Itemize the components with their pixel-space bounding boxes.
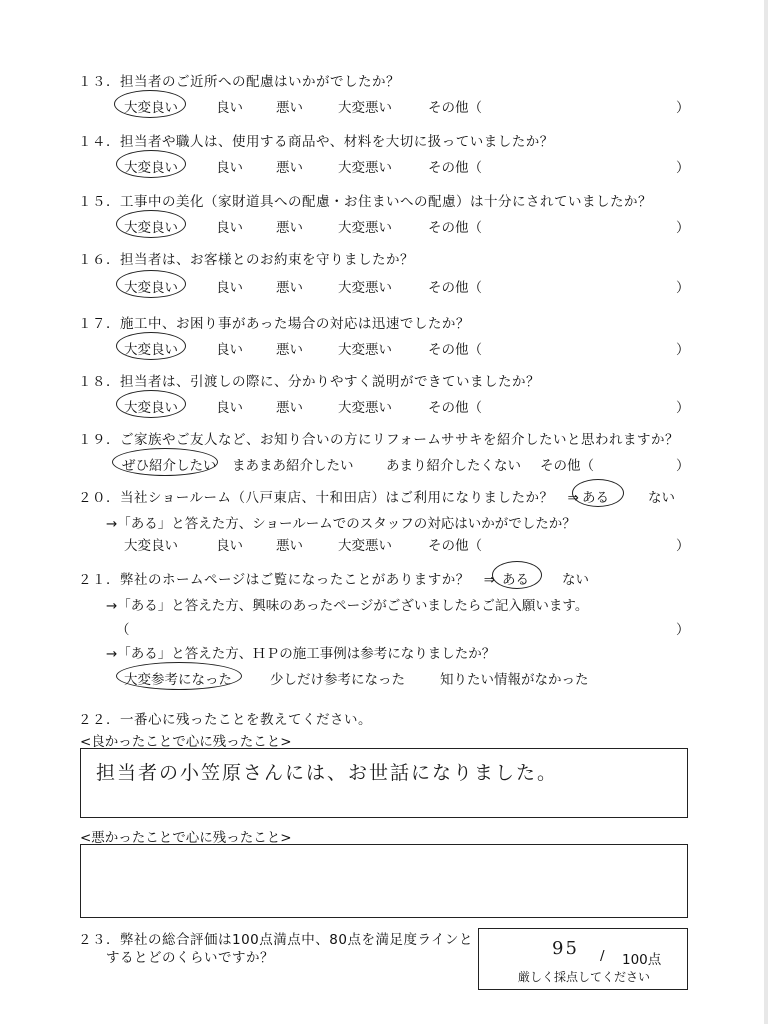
q13-answer-circle — [114, 90, 186, 118]
q14-opt-other[interactable]: その他（ — [428, 160, 482, 176]
q13-paren-close: ） — [676, 100, 690, 116]
q20-text: ２０．当社ショールーム（八戸東店、十和田店）はご利用になりましたか？ ⇒ — [78, 490, 580, 506]
q22-good-label: <良かったことで心に残ったこと> — [80, 734, 292, 750]
q18-opt-very-bad[interactable]: 大変悪い — [338, 400, 392, 416]
q16-opt-other[interactable]: その他（ — [428, 280, 482, 296]
q21-subquestion-2: →「ある」と答えた方、ＨＰの施工事例は参考になりましたか？ — [106, 646, 496, 662]
q20-opt-very-good[interactable]: 大変良い — [124, 538, 178, 554]
q20-opt-other[interactable]: その他（ — [428, 538, 482, 554]
q16-answer-circle — [116, 270, 186, 298]
q22-text: ２２．一番心に残ったことを教えてください。 — [78, 712, 372, 728]
q13-opt-other[interactable]: その他（ — [428, 100, 482, 116]
q20-answer-circle — [572, 479, 624, 507]
q18-text: １８．担当者は、引渡しの際に、分かりやすく説明ができていましたか？ — [78, 374, 540, 390]
q19-opt-definitely[interactable]: ぜひ紹介したい — [122, 458, 217, 474]
q20-paren-close: ） — [676, 538, 690, 554]
q14-text: １４．担当者や職人は、使用する商品や、材料を大切に扱っていましたか？ — [78, 134, 554, 150]
q21-paren-open: （ — [116, 622, 130, 638]
q21-text: ２１．弊社のホームページはご覧になったことがありますか？ ⇒ — [78, 572, 496, 588]
q18-opt-other[interactable]: その他（ — [428, 400, 482, 416]
q21-opt-yes[interactable]: ある — [502, 572, 529, 588]
q21-opt-no[interactable]: ない — [562, 572, 589, 588]
q13-opt-very-good[interactable]: 大変良い — [124, 100, 178, 116]
q19-opt-not-much[interactable]: あまり紹介したくない — [386, 458, 521, 474]
q17-opt-very-good[interactable]: 大変良い — [124, 342, 178, 358]
q20-subquestion: →「ある」と答えた方、ショールームでのスタッフの対応はいかがでしたか？ — [106, 516, 576, 532]
q19-paren-close: ） — [676, 458, 690, 474]
q15-paren-close: ） — [676, 220, 690, 236]
q17-paren-close: ） — [676, 342, 690, 358]
q14-opt-very-good[interactable]: 大変良い — [124, 160, 178, 176]
q23-score-note: 厳しく採点してください — [518, 970, 651, 984]
q20-opt-bad[interactable]: 悪い — [276, 538, 303, 554]
q22-bad-label: <悪かったことで心に残ったこと> — [80, 830, 292, 846]
q21-opt-slightly-helpful[interactable]: 少しだけ参考になった — [270, 672, 405, 688]
q14-opt-bad[interactable]: 悪い — [276, 160, 303, 176]
q13-opt-very-bad[interactable]: 大変悪い — [338, 100, 392, 116]
q20-opt-no[interactable]: ない — [648, 490, 675, 506]
q14-paren-close: ） — [676, 160, 690, 176]
q21-answer-circle-2 — [116, 662, 242, 690]
q16-opt-very-bad[interactable]: 大変悪い — [338, 280, 392, 296]
q14-answer-circle — [116, 150, 186, 178]
q23-text-2: するとどのくらいですか？ — [106, 950, 274, 966]
q23-text-1: ２３．弊社の総合評価は100点満点中、80点を満足度ラインと — [78, 932, 474, 948]
q21-opt-not-found[interactable]: 知りたい情報がなかった — [440, 672, 589, 688]
q13-opt-good[interactable]: 良い — [216, 100, 243, 116]
q17-text: １７．施工中、お困り事があった場合の対応は迅速でしたか？ — [78, 316, 470, 332]
q15-opt-bad[interactable]: 悪い — [276, 220, 303, 236]
q20-opt-yes[interactable]: ある — [582, 490, 609, 506]
q17-opt-bad[interactable]: 悪い — [276, 342, 303, 358]
q19-answer-circle — [112, 448, 218, 476]
q18-opt-bad[interactable]: 悪い — [276, 400, 303, 416]
q16-opt-very-good[interactable]: 大変良い — [124, 280, 178, 296]
q15-answer-circle — [116, 210, 186, 238]
q19-opt-somewhat[interactable]: まあまあ紹介したい — [232, 458, 354, 474]
q17-opt-good[interactable]: 良い — [216, 342, 243, 358]
q16-paren-close: ） — [676, 280, 690, 296]
q19-opt-other[interactable]: その他（ — [540, 458, 594, 474]
q20-opt-good[interactable]: 良い — [216, 538, 243, 554]
q17-opt-other[interactable]: その他（ — [428, 342, 482, 358]
q15-opt-very-good[interactable]: 大変良い — [124, 220, 178, 236]
q18-opt-very-good[interactable]: 大変良い — [124, 400, 178, 416]
q17-opt-very-bad[interactable]: 大変悪い — [338, 342, 392, 358]
q20-opt-very-bad[interactable]: 大変悪い — [338, 538, 392, 554]
q23-score-slash: / — [600, 948, 605, 964]
q18-opt-good[interactable]: 良い — [216, 400, 243, 416]
q23-score-value: 95 — [552, 938, 579, 959]
q18-paren-close: ） — [676, 400, 690, 416]
q15-opt-good[interactable]: 良い — [216, 220, 243, 236]
q23-score-max: 100点 — [622, 952, 662, 968]
q19-text: １９．ご家族やご友人など、お知り合いの方にリフォームササキを紹介したいと思われますか？ — [78, 432, 680, 448]
q15-opt-other[interactable]: その他（ — [428, 220, 482, 236]
q16-opt-bad[interactable]: 悪い — [276, 280, 303, 296]
q22-good-answer: 担当者の小笠原さんには、お世話になりました。 — [96, 762, 559, 784]
q16-text: １６．担当者は、お客様とのお約束を守りましたか？ — [78, 252, 414, 268]
q18-answer-circle — [116, 390, 186, 418]
q14-opt-good[interactable]: 良い — [216, 160, 243, 176]
q14-opt-very-bad[interactable]: 大変悪い — [338, 160, 392, 176]
q21-opt-very-helpful[interactable]: 大変参考になった — [124, 672, 232, 688]
q22-bad-answer-box[interactable] — [80, 844, 688, 918]
q13-opt-bad[interactable]: 悪い — [276, 100, 303, 116]
q21-answer-circle — [492, 561, 542, 589]
q13-text: １３．担当者のご近所への配慮はいかがでしたか？ — [78, 74, 400, 90]
q21-paren-close: ） — [676, 622, 690, 638]
q15-text: １５．工事中の美化（家財道具への配慮・お住まいへの配慮）は十分にされていましたか？ — [78, 194, 652, 210]
q16-opt-good[interactable]: 良い — [216, 280, 243, 296]
q15-opt-very-bad[interactable]: 大変悪い — [338, 220, 392, 236]
page-edge — [764, 0, 768, 1024]
q17-answer-circle — [116, 332, 186, 360]
q21-subquestion-1: →「ある」と答えた方、興味のあったページがございましたらご記入願います。 — [106, 598, 589, 614]
